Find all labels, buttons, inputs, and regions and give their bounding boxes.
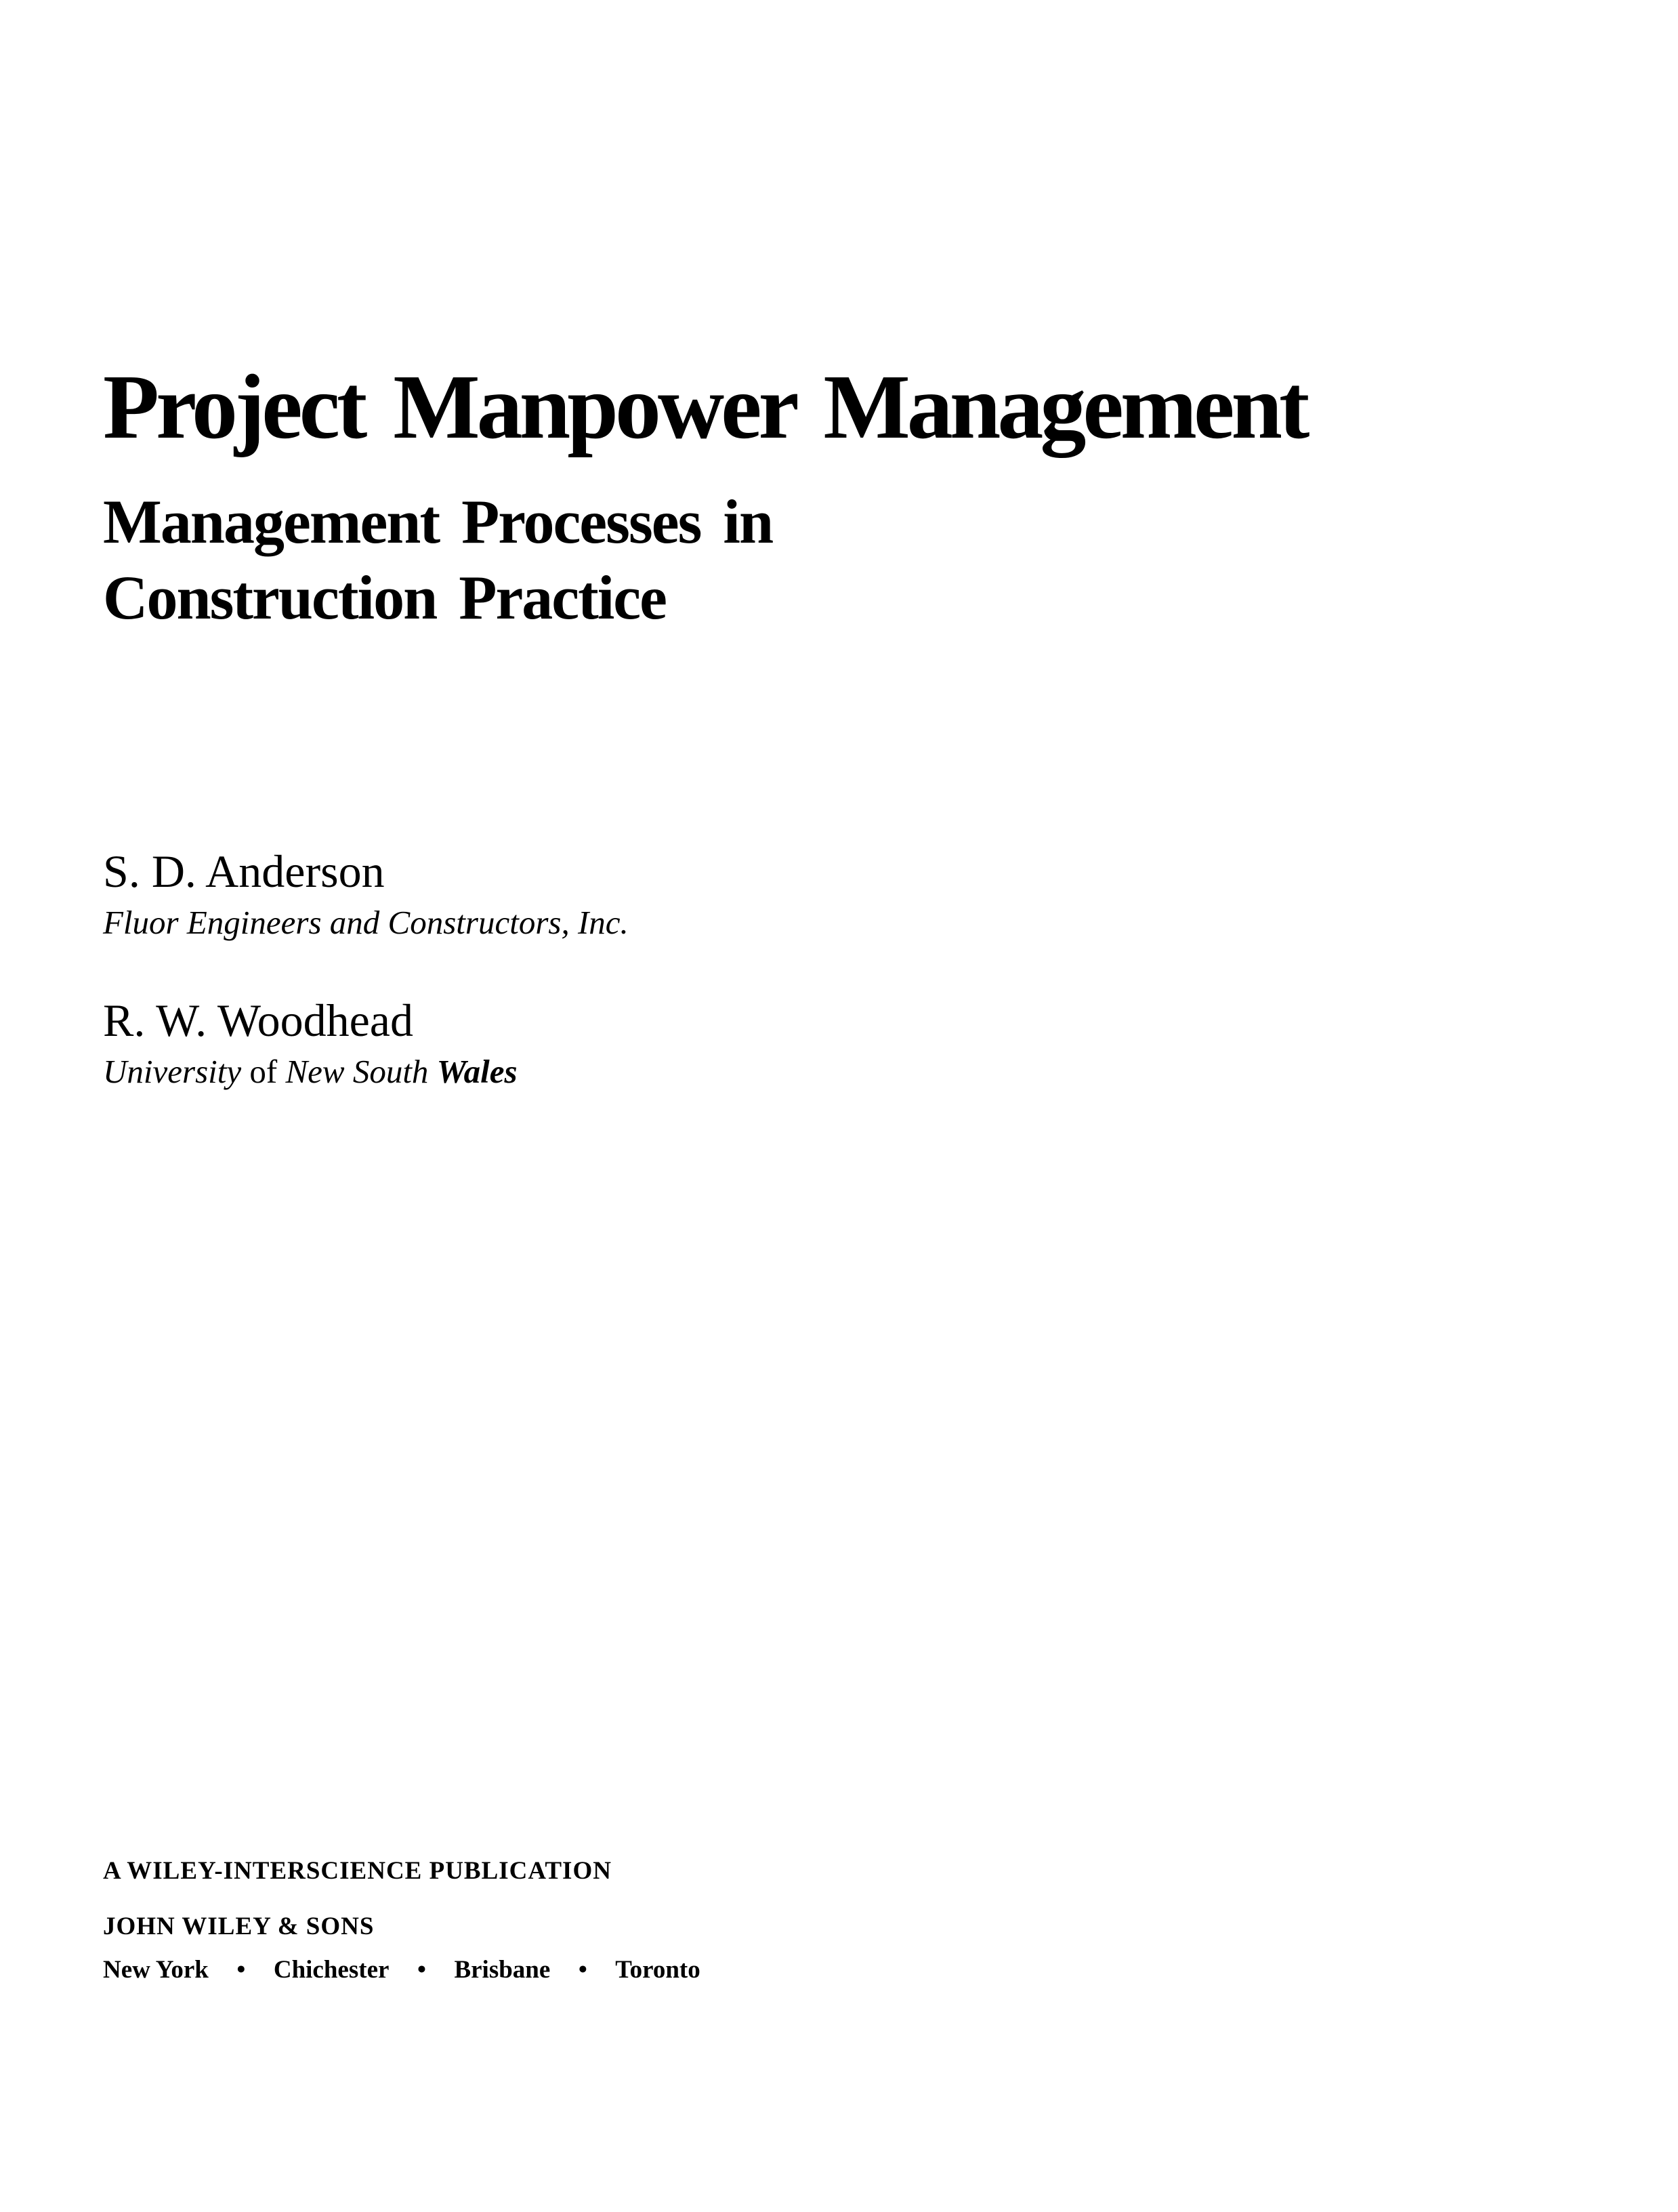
author-name-2: R. W. Woodhead xyxy=(103,995,413,1046)
publisher-cities xyxy=(103,1955,700,1985)
book-title: Project Manpower Management xyxy=(103,356,1307,458)
city-toronto: Toronto xyxy=(615,1956,700,1984)
publisher-name: JOHN WILEY & SONS xyxy=(103,1913,375,1940)
bullet-separator: • xyxy=(417,1956,426,1984)
subtitle-line-1: Management Processes in xyxy=(103,487,773,556)
city-new-york: New York xyxy=(103,1956,209,1984)
author-affiliation-1: Fluor Engineers and Constructors, Inc. xyxy=(103,904,629,941)
author-name-1: S. D. Anderson xyxy=(103,846,385,897)
author-affiliation-2 xyxy=(103,1051,518,1092)
city-chichester: Chichester xyxy=(273,1956,390,1984)
affiliation-part-university: University xyxy=(103,1053,242,1090)
affiliation-part-wales: Wales xyxy=(436,1053,518,1090)
bullet-separator: • xyxy=(578,1956,587,1984)
affiliation-part-new-south: New South xyxy=(285,1053,437,1090)
subtitle-line-2: Construction Practice xyxy=(103,563,666,632)
bullet-separator: • xyxy=(236,1956,246,1984)
book-subtitle xyxy=(103,484,772,635)
affiliation-part-of: of xyxy=(241,1053,286,1090)
series-line: A WILEY-INTERSCIENCE PUBLICATION xyxy=(103,1857,612,1885)
city-brisbane: Brisbane xyxy=(454,1956,551,1984)
